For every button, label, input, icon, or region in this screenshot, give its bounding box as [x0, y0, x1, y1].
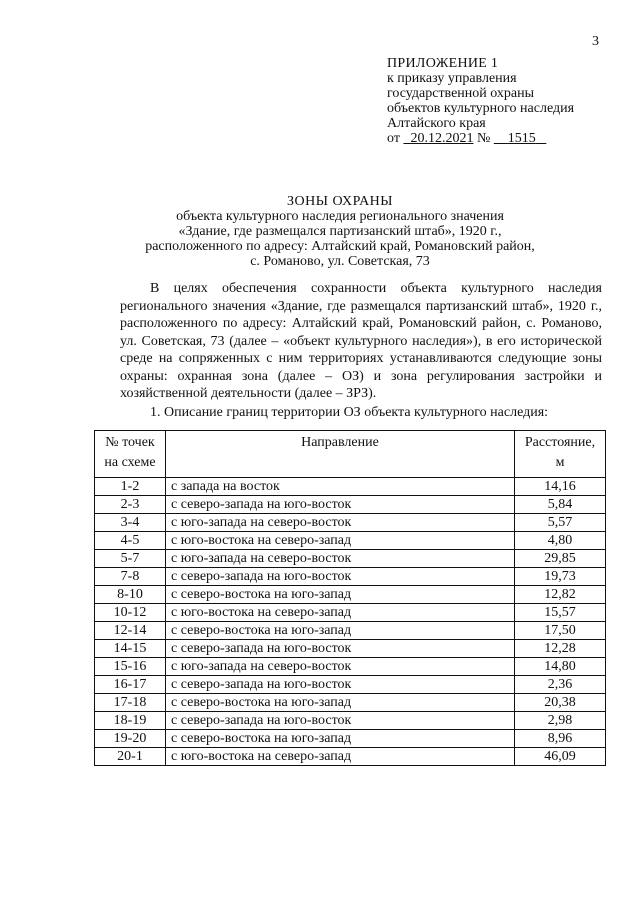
heading-line: объекта культурного наследия регионального значения — [176, 209, 504, 224]
boundary-table — [94, 430, 606, 766]
cell-direction: с северо-востока на юго-запад — [166, 586, 515, 604]
cell-points: 17-18 — [95, 694, 166, 712]
cell-points: 16-17 — [95, 676, 166, 694]
cell-points: 14-15 — [95, 640, 166, 658]
intro-text — [120, 280, 602, 421]
cell-points: 8-10 — [95, 586, 166, 604]
table-row — [95, 478, 606, 496]
cell-direction: с запада на восток — [166, 478, 515, 496]
cell-distance: 20,38 — [515, 694, 606, 712]
cell-distance: 14,16 — [515, 478, 606, 496]
table-row — [95, 676, 606, 694]
section-caption: 1. Описание границ территории ОЗ объекта культурного наследия: — [150, 404, 549, 420]
document-heading — [100, 194, 580, 269]
table-row — [95, 586, 606, 604]
table-row — [95, 622, 606, 640]
number-prefix: № — [476, 131, 491, 146]
cell-points: 10-12 — [95, 604, 166, 622]
table-row — [95, 730, 606, 748]
cell-direction: с северо-запада на юго-восток — [166, 496, 515, 514]
cell-direction: с северо-востока на юго-запад — [166, 622, 515, 640]
header-distance: Расстояние, м — [515, 431, 606, 478]
cell-distance: 14,80 — [515, 658, 606, 676]
cell-distance: 8,96 — [515, 730, 606, 748]
cell-direction: с северо-востока на юго-запад — [166, 694, 515, 712]
cell-direction: с юго-запада на северо-восток — [166, 514, 515, 532]
cell-distance: 46,09 — [515, 748, 606, 766]
cell-distance: 17,50 — [515, 622, 606, 640]
page-number: 3 — [592, 34, 599, 49]
cell-direction: с юго-востока на северо-запад — [166, 748, 515, 766]
appendix-line: Алтайского края — [387, 116, 486, 131]
table-row — [95, 496, 606, 514]
cell-direction: с северо-запада на юго-восток — [166, 568, 515, 586]
appendix-date-line — [387, 131, 627, 146]
cell-distance: 2,36 — [515, 676, 606, 694]
cell-distance: 5,57 — [515, 514, 606, 532]
document-title: ЗОНЫ ОХРАНЫ — [287, 194, 393, 209]
cell-points: 1-2 — [95, 478, 166, 496]
cell-distance: 15,57 — [515, 604, 606, 622]
cell-direction: с юго-запада на северо-восток — [166, 550, 515, 568]
heading-line: расположенного по адресу: Алтайский край, Романовский район, — [145, 239, 535, 254]
table-row — [95, 640, 606, 658]
order-date: 20.12.2021 — [410, 131, 474, 146]
table-row — [95, 604, 606, 622]
table-row — [95, 568, 606, 586]
cell-direction: с северо-запада на юго-восток — [166, 712, 515, 730]
table-body — [95, 478, 606, 766]
cell-points: 18-19 — [95, 712, 166, 730]
cell-direction: с северо-запада на юго-восток — [166, 640, 515, 658]
table-header-row — [95, 431, 606, 478]
cell-points: 5-7 — [95, 550, 166, 568]
cell-distance: 12,82 — [515, 586, 606, 604]
cell-points: 7-8 — [95, 568, 166, 586]
header-direction: Направление — [166, 431, 515, 478]
appendix-line: объектов культурного наследия — [387, 101, 575, 116]
table-row — [95, 694, 606, 712]
cell-points: 20-1 — [95, 748, 166, 766]
cell-direction: с юго-востока на северо-запад — [166, 604, 515, 622]
appendix-title: ПРИЛОЖЕНИЕ 1 — [387, 56, 499, 71]
heading-line: «Здание, где размещался партизанский штаб», 1920 г., — [178, 224, 502, 239]
cell-points: 19-20 — [95, 730, 166, 748]
heading-line: с. Романово, ул. Советская, 73 — [250, 254, 430, 269]
cell-direction: с юго-запада на северо-восток — [166, 658, 515, 676]
cell-distance: 5,84 — [515, 496, 606, 514]
intro-paragraph: В целях обеспечения сохранности объекта культурного наследия регионального значения «Здание, где размещался партизанский штаб», 1920 г., расположенного по адресу: Алтайский край, Романовский район, с. Романово, ул. Советская, 73 (далее – «объект культурного наследия»), в его исторической среде на сопряженных с ним территориях устанавливаются следующие зоны охраны: охранная зона (далее – ОЗ) и зона регулирования застройки и хозяйственной деятельности (далее – ЗРЗ). — [120, 281, 602, 401]
table-row — [95, 658, 606, 676]
cell-distance: 2,98 — [515, 712, 606, 730]
cell-direction: с северо-востока на юго-запад — [166, 730, 515, 748]
appendix-line: государственной охраны — [387, 86, 535, 101]
cell-distance: 4,80 — [515, 532, 606, 550]
order-number: 1515 — [507, 131, 536, 146]
table-row — [95, 550, 606, 568]
cell-points: 12-14 — [95, 622, 166, 640]
appendix-line: к приказу управления — [387, 71, 517, 86]
header-points: № точек на схеме — [95, 431, 166, 478]
cell-points: 2-3 — [95, 496, 166, 514]
cell-points: 4-5 — [95, 532, 166, 550]
cell-direction: с юго-востока на северо-запад — [166, 532, 515, 550]
cell-points: 3-4 — [95, 514, 166, 532]
table-row — [95, 532, 606, 550]
cell-direction: с северо-запада на юго-восток — [166, 676, 515, 694]
cell-distance: 29,85 — [515, 550, 606, 568]
date-prefix: от — [387, 131, 400, 146]
cell-distance: 19,73 — [515, 568, 606, 586]
cell-distance: 12,28 — [515, 640, 606, 658]
cell-points: 15-16 — [95, 658, 166, 676]
table-row — [95, 748, 606, 766]
appendix-block — [387, 56, 627, 146]
table-row — [95, 514, 606, 532]
table-row — [95, 712, 606, 730]
